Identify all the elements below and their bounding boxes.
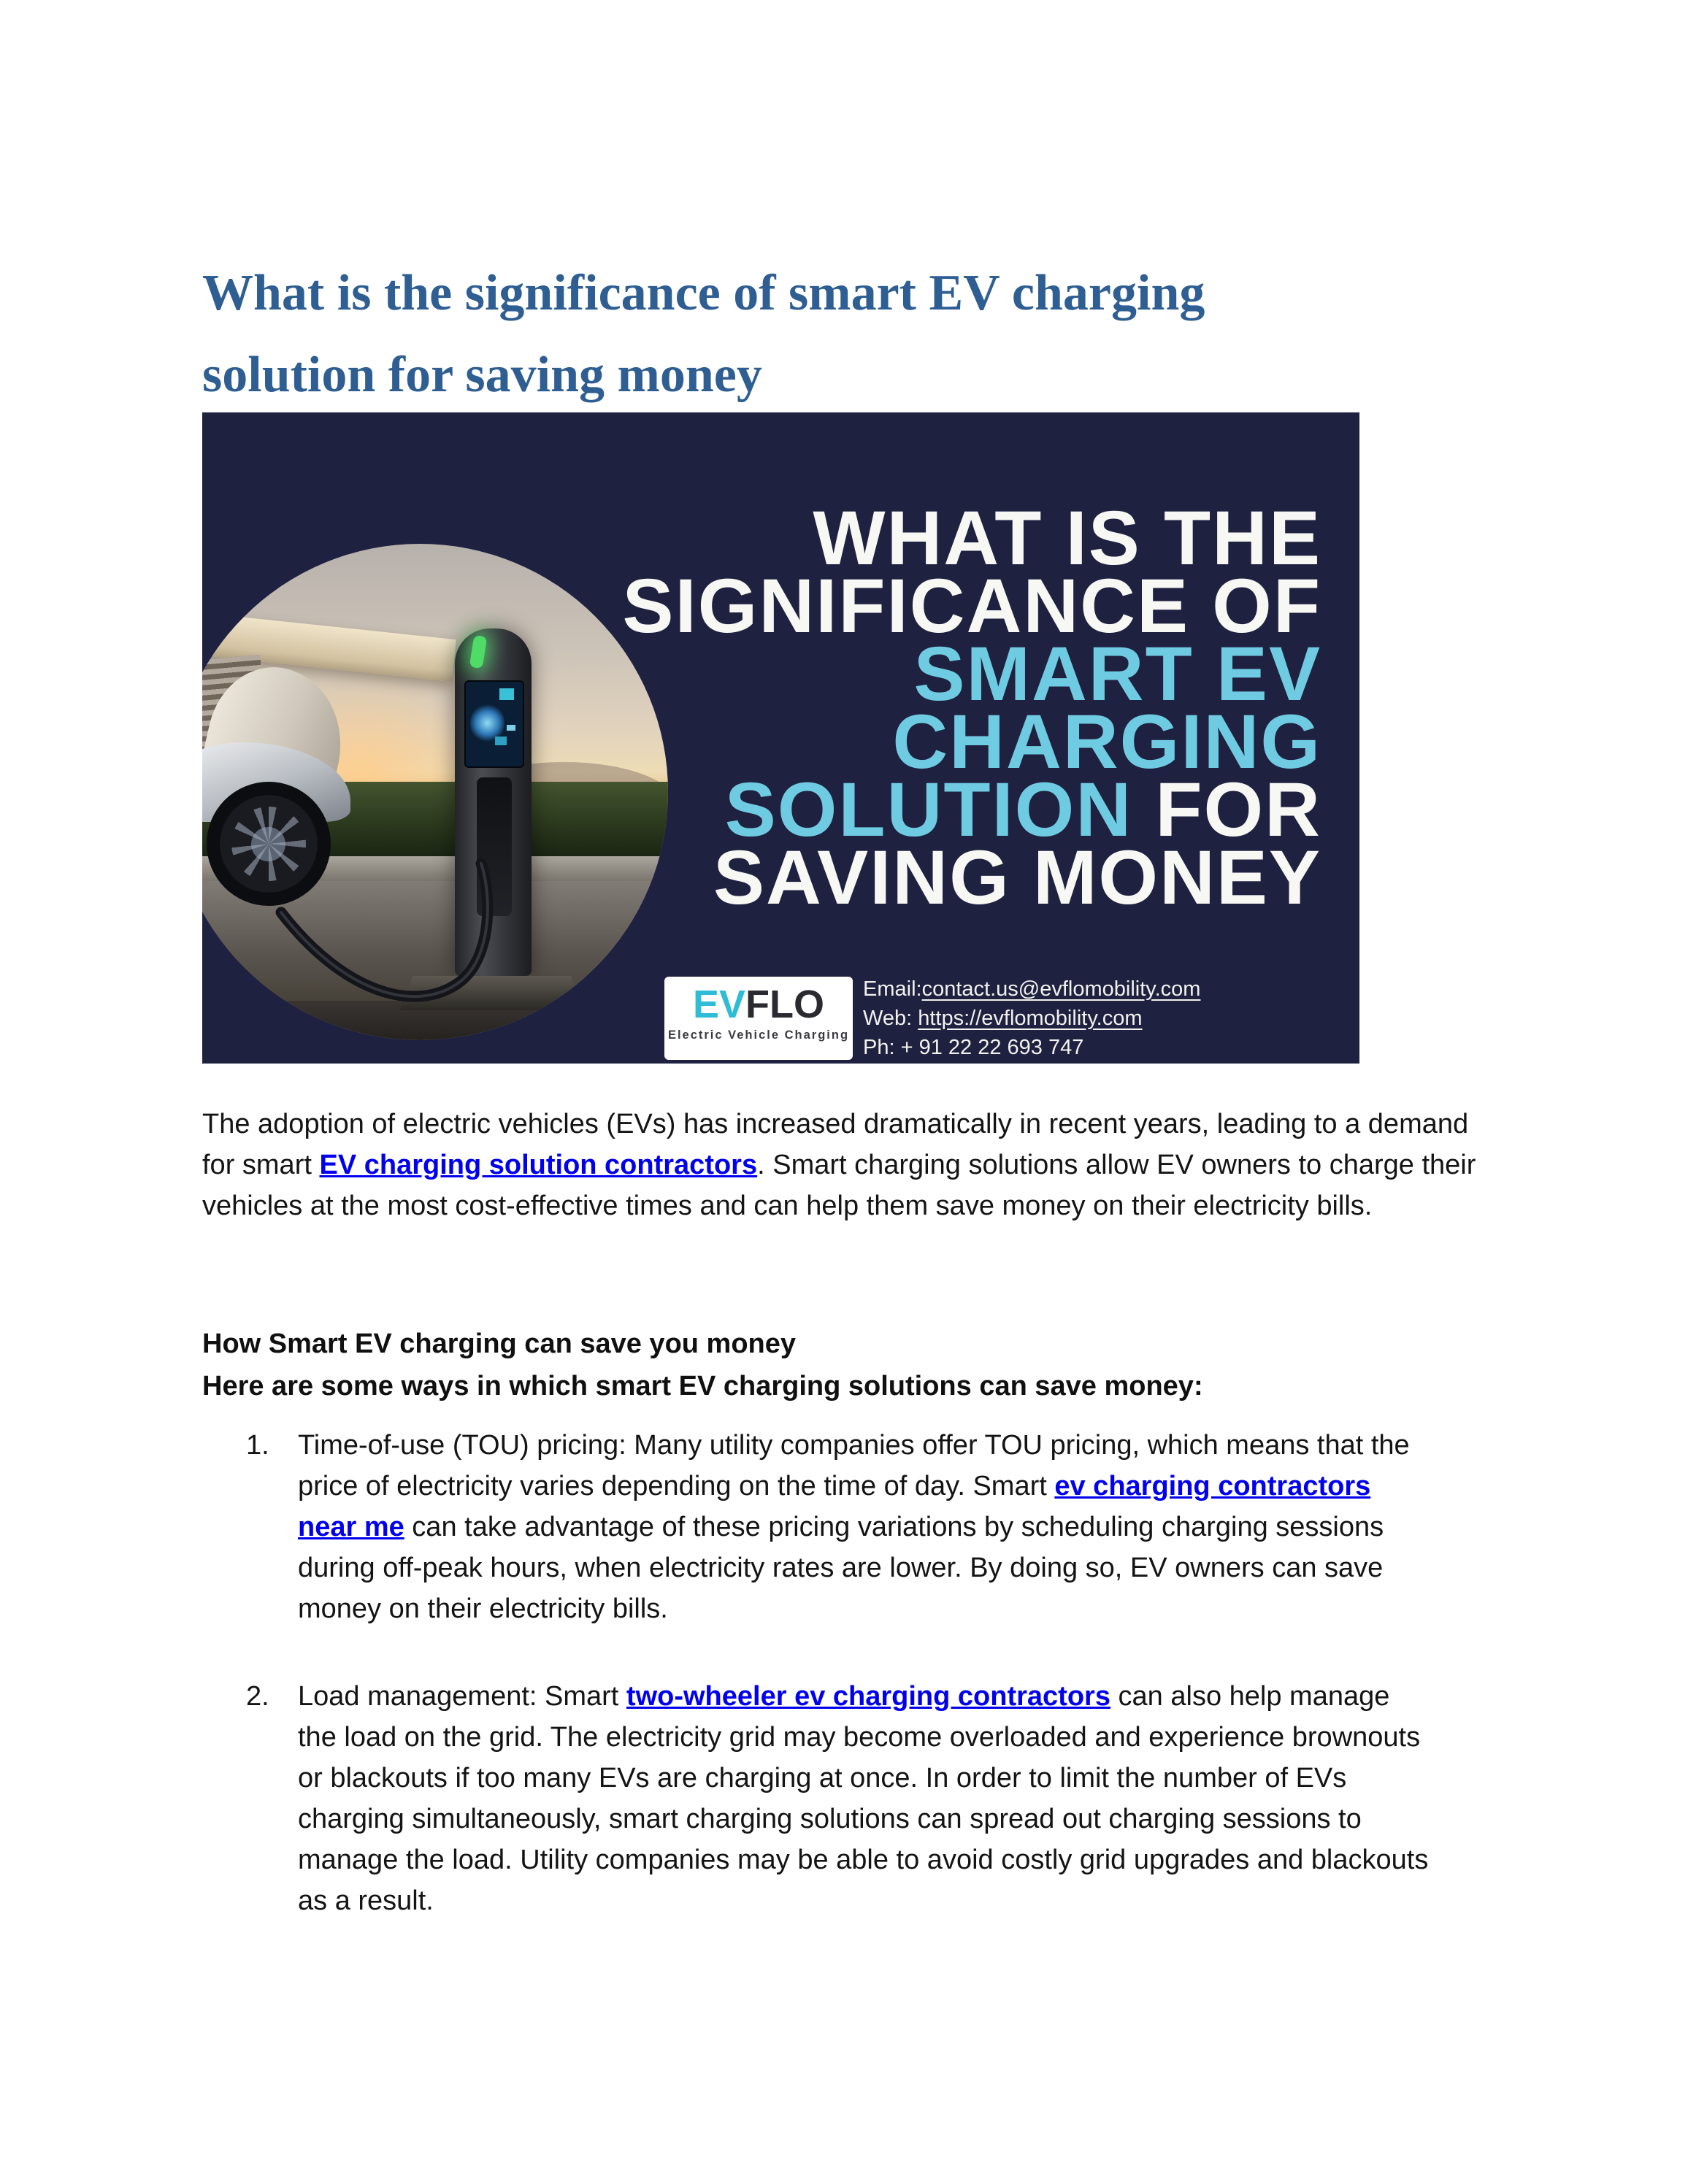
web-label: Web: [863,1007,918,1030]
charging-cable-icon [202,544,668,1040]
logo-tagline: Electric Vehicle Charging [667,1028,850,1042]
section-heading-save-money: How Smart EV charging can save you money [202,1329,797,1359]
banner-headline [622,496,1321,920]
website-link[interactable]: https://evflomobility.com [918,1007,1143,1030]
banner-headline-line: SOLUTION FOR [724,767,1321,853]
hyperlink[interactable]: EV charging solution contractors [319,1150,758,1180]
contact-web-line [863,1004,1200,1033]
list-item-text: Time-of-use (TOU) pricing: Many utility companies offer TOU pricing, which means that the price of electricity varies depending on the time of day. Smart ev charging contractors near me can take advantage of these pricing variations by scheduling charging sessions during off-peak hours, when electricity rates are lower. By doing so, EV owners can save money on their electricity bills. [298,1430,1410,1624]
banner-headline-line: SMART EV [913,631,1321,717]
contact-info [863,974,1200,1062]
list-item-tou-pricing [246,1425,1430,1629]
banner-headline-line: SAVING MONEY [713,835,1321,920]
logo-ev-text: EV [692,983,746,1026]
list-number: 1. [246,1430,269,1461]
article-title-line1: What is the significance of smart EV charging [202,265,1205,321]
section-heading-ways-list: Here are some ways in which smart EV charging solutions can save money: [202,1371,1203,1401]
article-title-line2: solution for saving money [202,347,762,403]
list-item-text: Load management: Smart two-wheeler ev charging contractors can also help manage the load on the grid. The electricity grid may become overloaded and experience brownouts or blackouts if too many EVs are charging at once. In order to limit the number of EVs charging simultaneously, smart charging solutions can spread out charging sessions to manage the load. Utility companies may be able to avoid costly grid upgrades and blackouts as a result. [298,1681,1429,1916]
evflo-logo-wordmark [664,983,853,1026]
list-item-load-management [246,1676,1430,1921]
ev-charging-photo [202,544,668,1040]
banner-headline-line: SIGNIFICANCE OF [622,564,1321,649]
banner-headline-line: WHAT IS THE [813,496,1321,581]
logo-flo-text: FLO [745,983,825,1026]
hyperlink[interactable]: ev charging contractors near me [298,1471,1371,1542]
phone-number: Ph: + 91 22 22 693 747 [863,1036,1084,1059]
contact-email-line [863,974,1200,1004]
article-title [202,253,1205,416]
intro-paragraph: The adoption of electric vehicles (EVs) has increased dramatically in recent years, leading to a demand for smart EV charging solution contractors. Smart charging solutions allow EV owners to charge their vehicles at the most cost-effective times and can help them save money on their electricity bills. [202,1109,1476,1221]
banner-headline-line: CHARGING [892,699,1321,785]
email-link[interactable]: contact.us@evflomobility.com [921,977,1201,1001]
evflo-logo [664,977,853,1060]
email-label: Email: [863,977,922,1001]
hyperlink[interactable]: two-wheeler ev charging contractors [626,1681,1110,1712]
hero-banner [202,412,1359,1064]
list-number: 2. [246,1681,269,1712]
